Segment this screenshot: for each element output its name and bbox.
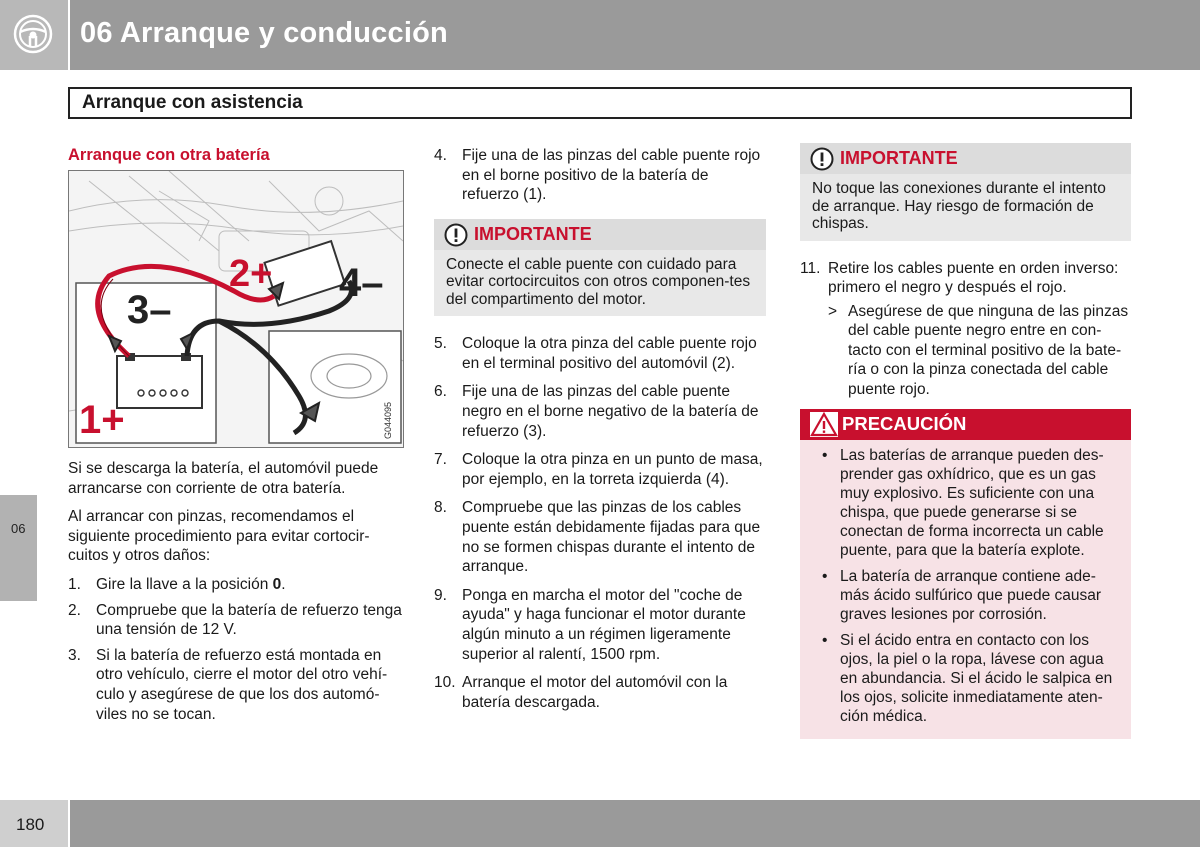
- figure-label-4: 4–: [339, 261, 384, 305]
- chapter-tab-label: 06: [11, 521, 26, 536]
- exclamation-icon: [444, 223, 468, 247]
- intro-paragraph-1: Si se descarga la batería, el automóvil puede arrancarse con corriente de otra batería.: [68, 460, 379, 497]
- list-item: • Las baterías de arranque pueden des-prender gas oxhídrico, que es un gas muy explosivo. Es suficiente con una chispa, que puede generarse si se conectan de forma incorrecta un cable puente, para que la batería explote.: [812, 446, 1119, 560]
- important-header-2: [800, 143, 1131, 174]
- caution-body: [800, 440, 1131, 739]
- list-item: 6. Fije una de las pinzas del cable puente negro en el borne negativo de la batería de refuerzo (3).: [434, 383, 759, 440]
- warning-triangle-icon: [810, 412, 838, 437]
- important-notice-2: [800, 143, 1131, 241]
- important-label-2: IMPORTANTE: [840, 148, 958, 168]
- section-title: Arranque con asistencia: [82, 92, 303, 113]
- chapter-title: 06 Arranque y conducción: [80, 17, 448, 49]
- important-notice: [434, 219, 766, 317]
- column-1-text: [68, 459, 408, 733]
- important-text: Conecte el cable puente con cuidado para evitar cortocircuitos con otros componen-tes del compartimento del motor.: [446, 255, 751, 308]
- caution-notice: [800, 409, 1131, 739]
- intro-paragraph-2: Al arrancar con pinzas, recomendamos el siguiente procedimiento para evitar cortocir-cuitos y otros daños:: [68, 508, 370, 565]
- column-1: [68, 146, 408, 166]
- engine-bay-drawing: [69, 171, 403, 447]
- important-text-2: No toque las conexiones durante el intento de arranque. Hay riesgo de formación de chispas.: [812, 180, 1106, 232]
- column-3: [800, 143, 1131, 739]
- list-item: 1. Gire la llave a la posición 0.: [68, 575, 286, 593]
- footer-bar: [70, 800, 1200, 847]
- important-header: [434, 219, 766, 250]
- list-item: 8. Compruebe que las pinzas de los cables puente están debidamente fijadas para que no se formen chispas durante el intento de arranque.: [434, 499, 761, 576]
- important-label: IMPORTANTE: [474, 223, 592, 244]
- figure-code: G044095: [383, 401, 393, 439]
- figure-label-1: 1+: [79, 398, 125, 442]
- list-item: 10. Arranque el motor del automóvil con la batería descargada.: [434, 674, 728, 711]
- jump-start-illustration: [68, 170, 404, 448]
- list-item: 5. Coloque la otra pinza del cable puente rojo en el terminal positivo del automóvil (2).: [434, 335, 757, 372]
- list-item: • Si el ácido entra en contacto con los ojos, la piel o la ropa, lávese con agua en abundancia. Si el ácido le salpica en los ojos, solicite inmediatamente aten-ción médica.: [812, 631, 1119, 726]
- list-item: 11. Retire los cables puente en orden inverso: primero el negro y después el rojo.: [800, 259, 1119, 297]
- header-left-block: [0, 0, 68, 70]
- steps-list-2a: [434, 146, 766, 205]
- steps-list-2b: [434, 334, 766, 712]
- chapter-tab: [0, 495, 37, 601]
- caution-label: PRECAUCIÓN: [842, 412, 967, 434]
- list-item: 7. Coloque la otra pinza en un punto de masa, por ejemplo, en la torreta izquierda (4).: [434, 451, 763, 488]
- list-item: 3. Si la batería de refuerzo está montada en otro vehículo, cierre el motor del otro vehí-culo y asegúrese de que los dos automó-viles no se tocan.: [68, 646, 388, 723]
- section-title-box: [68, 87, 1132, 119]
- caution-header: [800, 409, 1131, 440]
- list-item: • La batería de arranque contiene ade-más ácido sulfúrico que puede causar graves lesiones por corrosión.: [812, 567, 1119, 624]
- sub-list-item: > Asegúrese de que ninguna de las pinzas del cable puente negro entre en con-tacto con el terminal positivo de la bate-ría o con la pinza conectada del cable puente rojo.: [828, 302, 1129, 399]
- list-item: 2. Compruebe que la batería de refuerzo tenga una tensión de 12 V.: [68, 601, 402, 639]
- steps-list-3: [800, 259, 1131, 400]
- caution-list: [812, 446, 1119, 726]
- steps-list-1: [68, 575, 408, 724]
- subsection-heading: Arranque con otra batería: [68, 146, 270, 164]
- page-number: 180: [16, 815, 45, 834]
- figure-label-3: 3–: [127, 288, 172, 332]
- exclamation-icon: [810, 147, 834, 171]
- figure-label-2: 2+: [229, 253, 273, 295]
- list-item: 4. Fije una de las pinzas del cable puente rojo en el borne positivo de la batería de refuerzo (1).: [434, 147, 761, 204]
- steering-wheel-icon: [13, 14, 53, 54]
- column-2: [434, 146, 766, 721]
- list-item: 9. Ponga en marcha el motor del "coche de ayuda" y haga funcionar el motor durante algún minuto a un régimen ligeramente superior al ralentí, 1500 rpm.: [434, 586, 746, 663]
